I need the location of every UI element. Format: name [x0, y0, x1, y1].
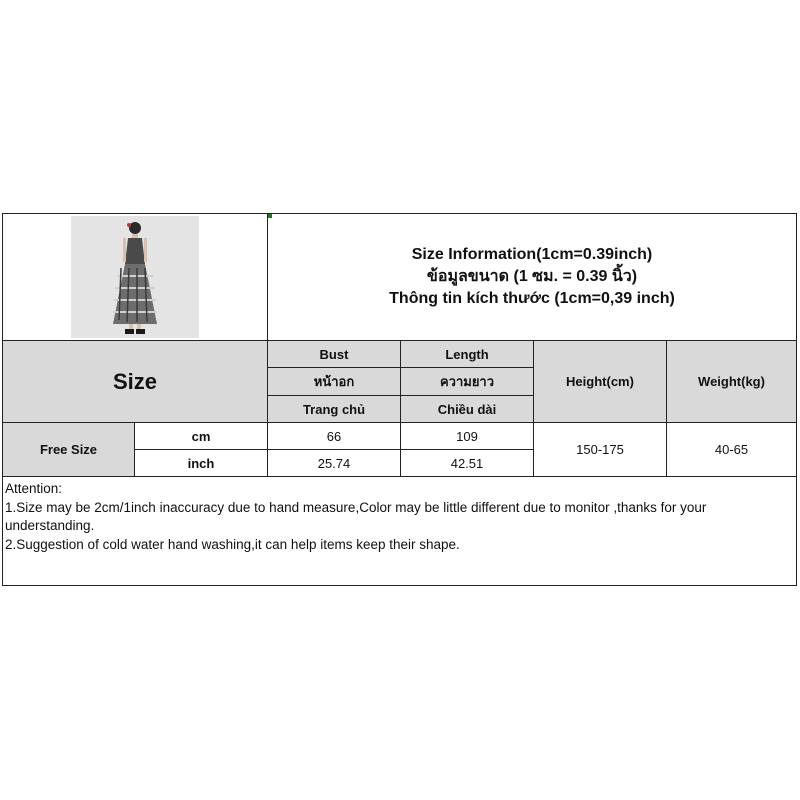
length-inch-value: 42.51: [401, 450, 534, 477]
length-cm-value: 109: [401, 423, 534, 450]
model-figure: [71, 216, 199, 338]
unit-cm: cm: [135, 423, 268, 450]
bust-cm-value: 66: [268, 423, 401, 450]
attention-note-2: 2.Suggestion of cold water hand washing,it can help items keep their shape.: [5, 536, 460, 552]
height-header: Height(cm): [534, 341, 667, 423]
bust-header-th: หน้าอก: [268, 368, 401, 396]
length-header-vi: Chiều dài: [401, 396, 534, 423]
size-information-header: [268, 214, 796, 341]
info-line-english: Size Information(1cm=0.39inch): [411, 246, 653, 263]
info-line-vietnamese: Thông tin kích thước (1cm=0,39 inch): [389, 290, 675, 307]
bust-inch-value: 25.74: [268, 450, 401, 477]
size-header: Size: [3, 341, 268, 423]
weight-value: 40-65: [667, 423, 796, 477]
attention-note-1: 1.Size may be 2cm/1inch inaccuracy due to hand measure,Color may be little different due to monitor ,thanks for your understanding.: [5, 499, 707, 533]
bust-header-vi: Trang chủ: [268, 396, 401, 423]
length-header-th: ความยาว: [401, 368, 534, 396]
attention-notes: [3, 477, 796, 557]
product-photo-cell: [3, 214, 268, 341]
product-photo: [71, 216, 199, 338]
size-chart: [2, 213, 797, 586]
bust-header-en: Bust: [268, 341, 401, 368]
height-value: 150-175: [534, 423, 667, 477]
length-header-en: Length: [401, 341, 534, 368]
row-label-free-size: Free Size: [3, 423, 135, 477]
attention-title: Attention:: [5, 481, 63, 496]
info-line-thai: ข้อมูลขนาด (1 ซม. = 0.39 นิ้ว): [426, 268, 638, 285]
unit-inch: inch: [135, 450, 268, 477]
weight-header: Weight(kg): [667, 341, 796, 423]
